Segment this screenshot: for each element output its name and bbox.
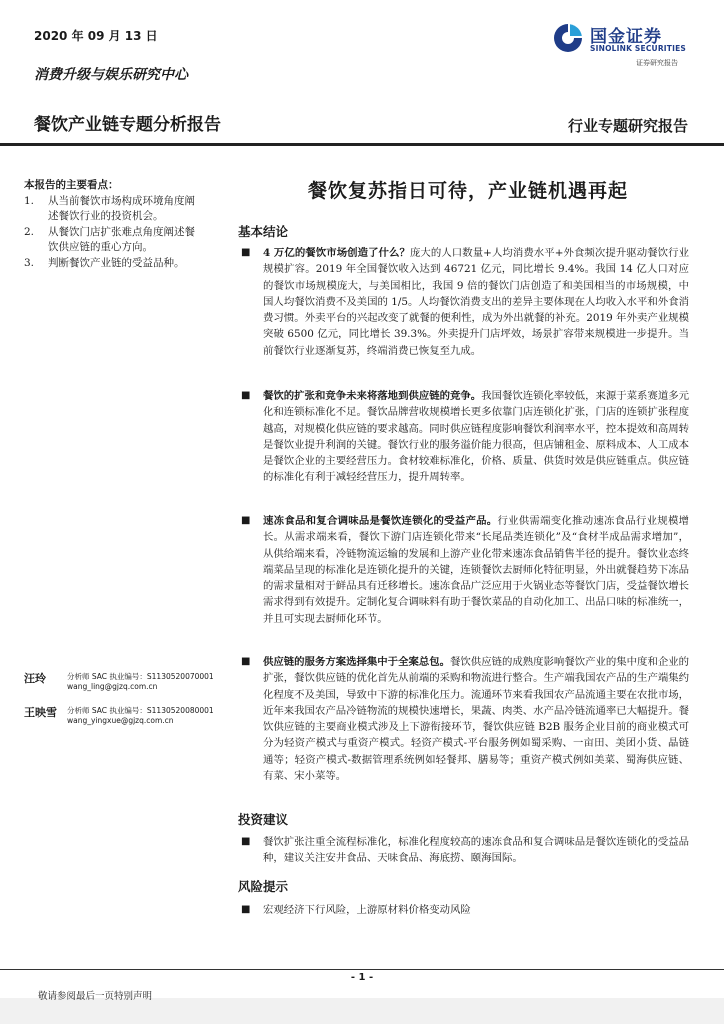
analyst-sac-number: 分析师 SAC 执业编号：S1130520080001 xyxy=(67,706,214,715)
highlights-sidebar xyxy=(24,177,214,272)
analyst-email[interactable]: wang_yingxue@gjzq.com.cn xyxy=(67,716,174,725)
conclusion-text xyxy=(263,513,689,627)
conclusion-point xyxy=(241,245,689,359)
conclusion-lead: 供应链的服务方案选择集中于全案总包。 xyxy=(263,656,451,668)
conclusion-lead: 速冻食品和复合调味品是餐饮连锁化的受益产品。 xyxy=(263,515,498,527)
section-heading-investment: 投资建议 xyxy=(238,812,289,827)
conclusion-point xyxy=(241,513,689,627)
highlight-number: 2. xyxy=(24,226,35,238)
footer-divider xyxy=(0,969,724,970)
highlights-title: 本报告的主要看点： xyxy=(24,179,119,191)
research-center: 消费升级与娱乐研究中心 xyxy=(34,67,188,83)
conclusion-point xyxy=(241,654,689,784)
highlight-number: 3. xyxy=(24,257,35,269)
report-type: 行业专题研究报告 xyxy=(567,117,688,135)
square-bullet-icon: ■ xyxy=(241,656,251,667)
analyst-name: 王映雪 xyxy=(24,706,57,719)
page-number: - 1 - xyxy=(350,972,374,983)
highlight-text: 从餐饮门店扩张难点角度阐述餐饮供应链的重心方向。 xyxy=(48,226,195,253)
section-heading-basic-conclusion: 基本结论 xyxy=(238,224,289,239)
investment-point xyxy=(241,834,689,867)
conclusion-point xyxy=(241,388,689,486)
conclusion-body: 庞大的人口数量+人均消费水平+外食频次提升驱动餐饮行业规模扩容。2019 年全国餐饮收入达到 46721 亿元，同比增长 9.4%。我国 14 亿人口对应的餐饮市场规模庞大，与美国相比，我国 9 倍的餐饮门店创造了和美国相当的市场规模，中国人均餐饮消费不及美国的 1/5。人均餐饮消费支出的差异主要体现在人均收入水平和外食消费习惯。外卖平台的兴起改变了就餐的便利性，成为外出就餐的补充。2019 年外卖产业规模突破 6500 亿元，同比增长 39.3%。外卖提升门店坪效，场景扩容带来规模进一步提升。当前餐饮行业逐渐复苏，终端消费已恢复至九成。 xyxy=(263,247,689,357)
risk-text: 宏观经济下行风险，上游原材料价格变动风险 xyxy=(263,904,471,916)
sinolink-logo-icon xyxy=(552,22,584,54)
square-bullet-icon: ■ xyxy=(241,836,251,847)
conclusion-body: 餐饮供应链的成熟度影响餐饮产业的集中度和企业的扩张，餐饮供应链的优化首先从前端的采购和物流进行整合。生产端我国农产品的生产端集约化程度不及美国，导致中下游的标准化压力。流通环节来看我国农产品流通主要在农批市场，近年来我国农产品冷链物流的规模快速增长，果蔬、肉类、水产品冷链流通率已大幅提升。餐饮供应链的主要商业模式涉及上下游衔接环节，餐饮供应链 B2B 服务企业目前的商业模式可分为轻资产模式与重资产模式。轻资产模式-平台服务例如蜀采购、一亩田、美团小货、晶链通等；轻资产模式-数据管理系统例如轻餐邦、膳易等；重资产模式例如美菜、蜀海供应链、有菜、宋小菜等。 xyxy=(263,656,690,783)
conclusion-text xyxy=(263,654,689,784)
highlight-number: 1. xyxy=(24,195,35,207)
highlight-text: 判断餐饮产业链的受益品种。 xyxy=(48,257,185,269)
square-bullet-icon: ■ xyxy=(241,515,251,526)
conclusion-text xyxy=(263,245,689,359)
conclusion-body: 行业供需端变化推动速冻食品行业规模增长。从需求端来看，餐饮下游门店连锁化带来“长尾品类连锁化”及“食材半成品需求增加”，从供给端来看，冷链物流运输的发展和上游产业化带来速冻食品销售半径的提升。餐饮业态终端菜品呈现的标准化是连锁化提升的关键，连锁餐饮去厨师化特征明显，外出就餐趋势下冻品的需求量相对于鲜品具有迁移增长。速冻食品广泛应用于火锅业态等餐饮门店，受益餐饮增长需求得到有效提升。定制化复合调味料有助于餐饮菜品的自动化加工、出品口味的标准统一，并且可实现去厨师化环节。 xyxy=(263,515,690,625)
highlight-item xyxy=(24,194,214,224)
analyst-name: 汪玲 xyxy=(24,672,46,685)
header-divider xyxy=(0,143,724,146)
analyst-sac-number: 分析师 SAC 执业编号：S1130520070001 xyxy=(67,672,214,681)
analyst-email[interactable]: wang_ling@gjzq.com.cn xyxy=(67,682,158,691)
risk-point xyxy=(241,902,689,918)
brand-name-en: SINOLINK SECURITIES xyxy=(590,44,687,53)
square-bullet-icon: ■ xyxy=(241,390,251,401)
conclusion-lead: 餐饮的扩张和竞争未来将落地到供应链的竞争。 xyxy=(263,390,482,402)
disclaimer-note: 敬请参阅最后一页特别声明 xyxy=(38,991,153,1002)
brand-name-cn: 国金证券 xyxy=(590,27,662,47)
investment-text: 餐饮扩张注重全流程标准化，标准化程度较高的速冻食品和复合调味品是餐饮连锁化的受益品种，建议关注安井食品、天味食品、海底捞、颐海国际。 xyxy=(263,836,690,865)
conclusion-lead: 4 万亿的餐饮市场创造了什么？ xyxy=(263,247,410,259)
highlight-item xyxy=(24,256,214,271)
report-date: 2020 年 09 月 13 日 xyxy=(34,29,158,43)
highlight-item xyxy=(24,225,214,255)
conclusion-body: 我国餐饮连锁化率较低，来源于菜系赛道多元化和连锁标准化不足。餐饮品牌营收规模增长更多依靠门店连锁化扩张，门店的连锁扩张程度越高，对规模化供应链的要求越高。同时供应链程度影响餐饮利润率水平，控本提效和高周转是餐饮业提升利润的关键。餐饮行业的服务溢价能力很高，但店铺租金、原料成本、人工成本是餐饮企业的主要经营压力。食材较难标准化，价格、质量、供货时效是供应链重点。供应链的标准化有利于减轻经营压力，提升周转率。 xyxy=(263,390,690,484)
square-bullet-icon: ■ xyxy=(241,904,251,915)
conclusion-text xyxy=(263,388,689,486)
section-heading-risk: 风险提示 xyxy=(238,879,289,894)
report-title: 餐饮产业链专题分析报告 xyxy=(34,115,221,135)
main-title: 餐饮复苏指日可待，产业链机遇再起 xyxy=(307,180,628,202)
square-bullet-icon: ■ xyxy=(241,247,251,258)
brand-logo xyxy=(552,22,692,72)
highlight-text: 从当前餐饮市场构成环境角度阐述餐饮行业的投资机会。 xyxy=(48,195,195,222)
brand-tagline: 证券研究报告 xyxy=(636,59,678,67)
